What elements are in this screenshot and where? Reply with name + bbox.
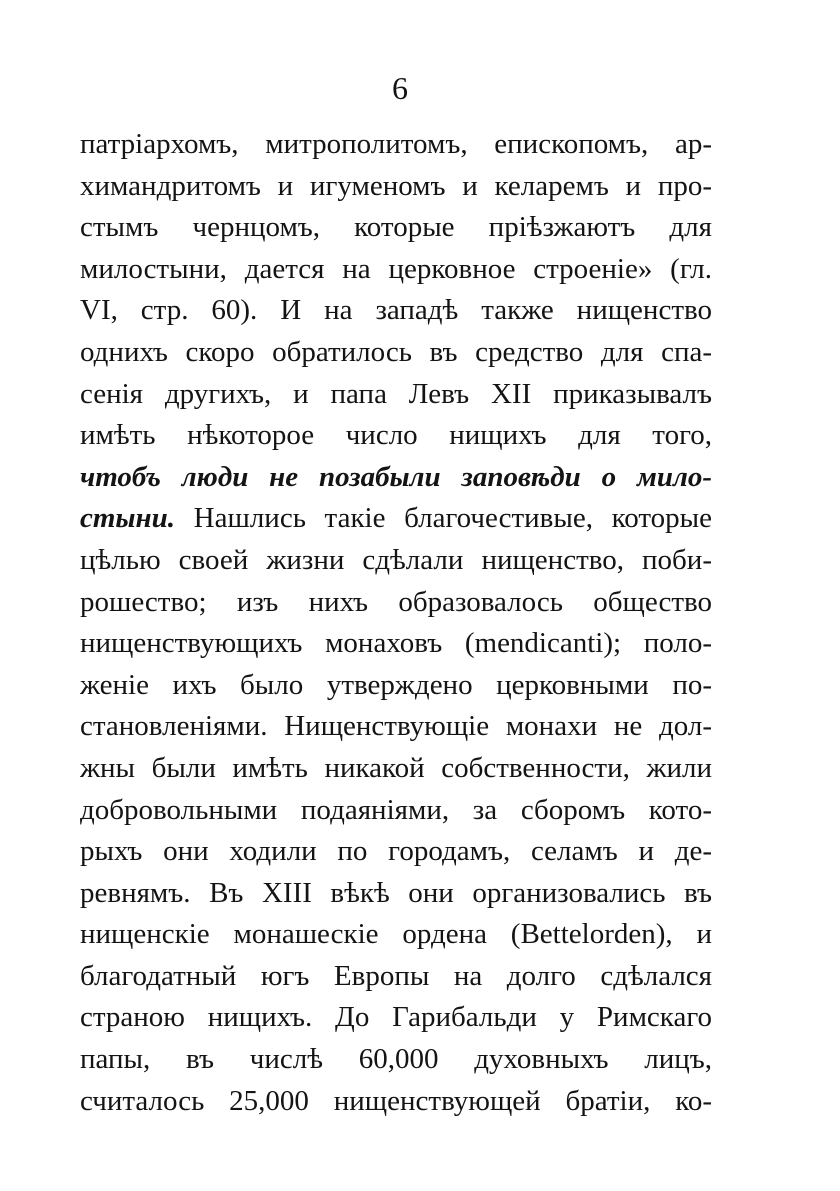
text-line (80, 249, 712, 291)
body-text (80, 124, 712, 1122)
text-line (80, 665, 712, 707)
text-segment: VI, стр. 60). И на западѣ также нищенство (80, 294, 712, 327)
text-line (80, 374, 712, 416)
text-segment: Нашлись такіе благочестивые, которые (175, 502, 712, 535)
text-segment: цѣлью своей жизни сдѣлали нищенство, поби- (80, 543, 712, 576)
text-line (80, 706, 712, 748)
text-segment: жны были имѣть никакой собственности, жили (80, 751, 712, 784)
text-segment: рошество; изъ нихъ образовалось общество (80, 585, 712, 618)
text-line (80, 415, 712, 457)
text-segment: ревнямъ. Въ XIII вѣкѣ они организовались въ (80, 876, 712, 909)
text-line (80, 207, 712, 249)
text-line (80, 956, 712, 998)
text-segment: стымъ чернцомъ, которые пріѣзжаютъ для (80, 211, 712, 244)
text-segment: патріархомъ, митрополитомъ, епископомъ, ар- (80, 128, 712, 160)
text-line (80, 498, 712, 540)
text-line (80, 748, 712, 790)
text-line (80, 831, 712, 873)
text-segment: женіе ихъ было утверждено церковными по- (80, 668, 712, 701)
text-segment: папы, въ числѣ 60,000 духовныхъ лицъ, (80, 1043, 712, 1076)
text-line (80, 1081, 712, 1123)
text-segment: страною нищихъ. До Гарибальди у Римскаго (80, 1001, 712, 1034)
text-line (80, 332, 712, 374)
text-segment: рыхъ они ходили по городамъ, селамъ и де- (80, 835, 712, 868)
text-segment: нищенскіе монашескіе ордена (Bettelorden), и (80, 918, 712, 951)
text-segment: сенія другихъ, и папа Левъ XII приказывалъ (80, 377, 712, 410)
text-line (80, 457, 712, 499)
text-segment: однихъ скоро обратилось въ средство для спа- (80, 335, 712, 368)
text-segment: имѣть нѣкоторое число нищихъ для того, (80, 419, 712, 452)
text-line (80, 1039, 712, 1081)
text-line (80, 623, 712, 665)
text-segment: становленіями. Нищенствующіе монахи не дол- (80, 710, 712, 743)
text-line (80, 790, 712, 832)
text-segment: благодатный югъ Европы на долго сдѣлался (80, 959, 712, 992)
text-line (80, 124, 712, 166)
text-line (80, 997, 712, 1039)
text-line (80, 290, 712, 332)
page-number: 6 (392, 70, 408, 106)
text-line (80, 582, 712, 624)
text-segment: химандритомъ и игуменомъ и келаремъ и про- (80, 169, 712, 202)
text-segment: нищенствующихъ монаховъ (mendicanti); поло- (80, 627, 712, 660)
text-segment: милостыни, дается на церковное строеніе» (гл. (80, 252, 712, 285)
emphasized-text: стыни. (80, 502, 176, 535)
text-segment: добровольными подаяніями, за сборомъ кото- (80, 793, 712, 826)
text-segment: считалось 25,000 нищенствующей братіи, ко- (80, 1084, 712, 1117)
text-line (80, 873, 712, 915)
text-line (80, 540, 712, 582)
text-line (80, 914, 712, 956)
text-line (80, 166, 712, 208)
emphasized-text: чтобъ люди не позабыли заповѣди о мило- (80, 460, 712, 493)
